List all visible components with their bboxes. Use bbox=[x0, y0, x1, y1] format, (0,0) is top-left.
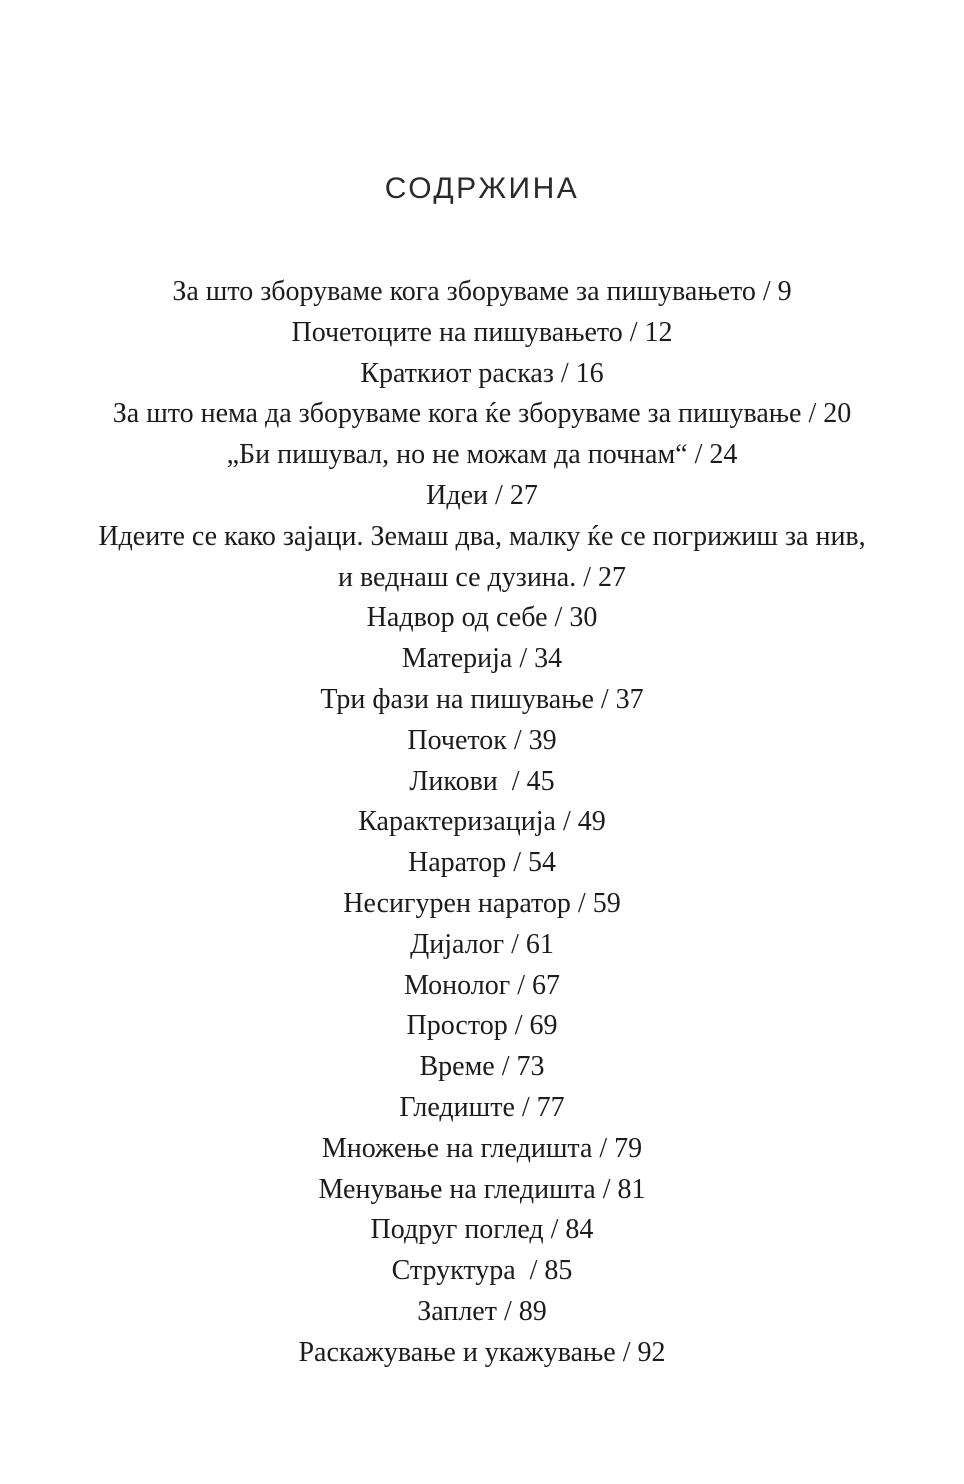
toc-entry: За што зборуваме кога зборуваме за пишувањето / 9 bbox=[172, 276, 792, 307]
toc-entry: Три фази на пишување / 37 bbox=[320, 683, 644, 715]
toc-entry: и веднаш се дузина. / 27 bbox=[338, 561, 626, 593]
toc-entry: Време / 73 bbox=[419, 1051, 545, 1083]
toc-entry: Менување на гледишта / 81 bbox=[318, 1173, 646, 1205]
toc-entry: Карактеризација / 49 bbox=[358, 806, 606, 838]
toc-entry: Идеите се како зајаци. Земаш два, малку ќе се погрижиш за нив, bbox=[98, 520, 866, 552]
toc-entry: Заплет / 89 bbox=[417, 1295, 547, 1327]
toc-entry: Наратор / 54 bbox=[408, 847, 556, 879]
toc-entry: Почетоците на пишувањето / 12 bbox=[291, 316, 673, 348]
toc-entry: Идеи / 27 bbox=[426, 479, 538, 511]
toc-entry: Материја / 34 bbox=[401, 643, 563, 675]
toc-entry: Дијалог / 61 bbox=[410, 928, 554, 960]
toc-entry: Монолог / 67 bbox=[403, 969, 561, 1001]
toc-entry: Ликови / 45 bbox=[409, 765, 555, 797]
toc-entry: Почеток / 39 bbox=[407, 724, 557, 756]
toc-entry: Гледиште / 77 bbox=[399, 1091, 565, 1123]
toc-entry: Подруг поглед / 84 bbox=[370, 1214, 594, 1246]
toc-entry: Надвор од себе / 30 bbox=[366, 602, 598, 634]
page-title: СОДРЖИНА bbox=[384, 172, 580, 205]
toc-entry: „Би пишувал, но не можам да почнам“ / 24 bbox=[226, 439, 738, 471]
toc-entry: Несигурен наратор / 59 bbox=[343, 887, 621, 919]
toc-entry: Множење на гледишта / 79 bbox=[321, 1132, 643, 1164]
toc-entry: За што нема да зборуваме кога ќе зборуваме за пишување / 20 bbox=[112, 398, 852, 430]
toc-entry: Раскажување и укажување / 92 bbox=[298, 1336, 666, 1368]
table-of-contents bbox=[82, 272, 882, 1374]
toc-entry: Простор / 69 bbox=[406, 1010, 558, 1042]
toc-entry: Структура / 85 bbox=[391, 1255, 573, 1287]
toc-entry: Краткиот расказ / 16 bbox=[360, 357, 604, 389]
